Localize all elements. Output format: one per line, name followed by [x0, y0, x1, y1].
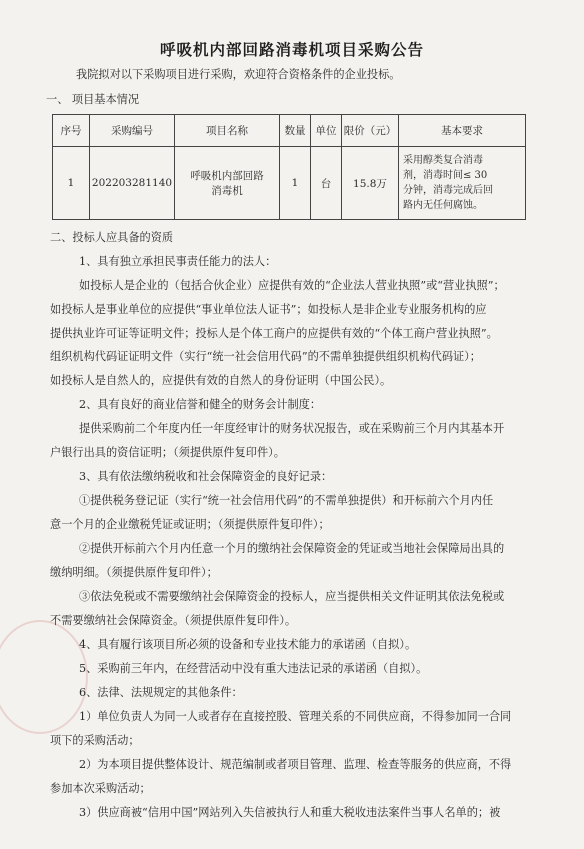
- table-header: 序号: [53, 115, 90, 147]
- body-line: 1）单位负责人为同一人或者存在直接控股、管理关系的不同供应商，不得参加同一合同: [79, 710, 512, 723]
- project-table: [52, 114, 526, 220]
- body-line: 缴纳明细。（须提供原件复印件）；: [50, 566, 218, 579]
- cell-name-line: 呼吸机内部回路: [190, 170, 264, 182]
- table-header: 基本要求: [399, 115, 526, 147]
- body-line: 项下的采购活动；: [50, 734, 140, 747]
- cell-no: 1: [53, 147, 90, 220]
- cell-name-line: 消毒机: [211, 185, 243, 197]
- body-line: ①提供税务登记证（实行“统一社会信用代码”的不需单独提供）和开标前六个月内任: [79, 494, 494, 507]
- cell-unit: 台: [311, 147, 342, 220]
- body-line: 户银行出具的资信证明；（须提供原件复印件）。: [50, 446, 285, 459]
- body-line: 提供采购前二个年度内任一年度经审计的财务状况报告，或在采购前三个月内其基本开: [79, 422, 505, 435]
- section-heading-1: 一、 项目基本情况: [46, 93, 140, 106]
- body-line: 2）为本项目提供整体设计、规范编制或者项目管理、监理、检查等服务的供应商，不得: [79, 758, 512, 771]
- table-header: 限价（元）: [342, 115, 399, 147]
- page-title: 呼吸机内部回路消毒机项目采购公告: [159, 40, 424, 59]
- table-header: 项目名称: [175, 115, 280, 147]
- seal-stamp: [0, 620, 88, 734]
- cell-name: [175, 147, 280, 220]
- req-line: 分钟，消毒完成后回: [403, 185, 493, 196]
- body-line: 参加本次采购活动；: [50, 782, 151, 795]
- req-line: 路内无任何腐蚀。: [403, 200, 483, 211]
- body-line: 如投标人是企业的（包括合伙企业）应提供有效的“企业法人营业执照”或“营业执照”；: [79, 279, 505, 292]
- body-line: 3、具有依法缴纳税收和社会保障资金的良好记录：: [79, 470, 333, 483]
- table-header-row: [53, 115, 526, 147]
- body-line: 组织机构代码证证明文件（实行“统一社会信用代码”的不需单独提供组织机构代码证）；: [50, 350, 481, 363]
- table-header: 采购编号: [90, 115, 175, 147]
- cell-requirements: [399, 147, 526, 220]
- body-line: 提供执业许可证等证明文件；投标人是个体工商户的应提供有效的“个体工商户营业执照”。: [50, 327, 498, 340]
- body-line: 1、具有独立承担民事责任能力的法人：: [79, 255, 277, 268]
- body-line: ②提供开标前六个月内任意一个月的缴纳社会保障资金的凭证或当地社会保障局出具的: [79, 542, 505, 555]
- body-line: 2、具有良好的商业信誉和健全的财务会计制度：: [79, 398, 322, 411]
- body-line: 6、法律、法规规定的其他条件：: [79, 686, 243, 699]
- body-line: 意一个月的企业缴税凭证或证明；（须提供原件复印件）；: [50, 518, 330, 531]
- table-row: [53, 147, 526, 220]
- body-line: 如投标人是事业单位的应提供“事业单位法人证书”；如投标人是非企业专业服务机构的应: [50, 303, 487, 316]
- body-line: 如投标人是自然人的，应提供有效的自然人的身份证明（中国公民）。: [50, 374, 392, 387]
- req-line: 剂，消毒时间≤ 30: [403, 170, 488, 181]
- req-line: 采用醇类复合消毒: [403, 155, 483, 166]
- body-line: 不需要缴纳社会保障资金。（须提供原件复印件）。: [50, 614, 297, 627]
- intro-text: 我院拟对以下采购项目进行采购，欢迎符合资格条件的企业投标。: [76, 68, 401, 81]
- cell-qty: 1: [280, 147, 311, 220]
- body-line: 5、采购前三年内，在经营活动中没有重大违法记录的承诺函（自拟）。: [79, 662, 428, 675]
- body-line: 3）供应商被“信用中国”网站列入失信被执行人和重大税收违法案件当事人名单的；被: [79, 806, 501, 819]
- table-header: 数量: [280, 115, 311, 147]
- body-line: ③依法免税或不需要缴纳社会保障资金的投标人，应当提供相关文件证明其依法免税或: [79, 590, 505, 603]
- cell-price: 15.8万: [342, 147, 399, 220]
- body-line: 4、具有履行该项目所必须的设备和专业技术能力的承诺函（自拟）。: [79, 638, 417, 651]
- section-heading-2: 二、投标人应具备的资质: [50, 231, 174, 244]
- table-header: 单位: [311, 115, 342, 147]
- cell-code: 202203281140: [90, 147, 175, 220]
